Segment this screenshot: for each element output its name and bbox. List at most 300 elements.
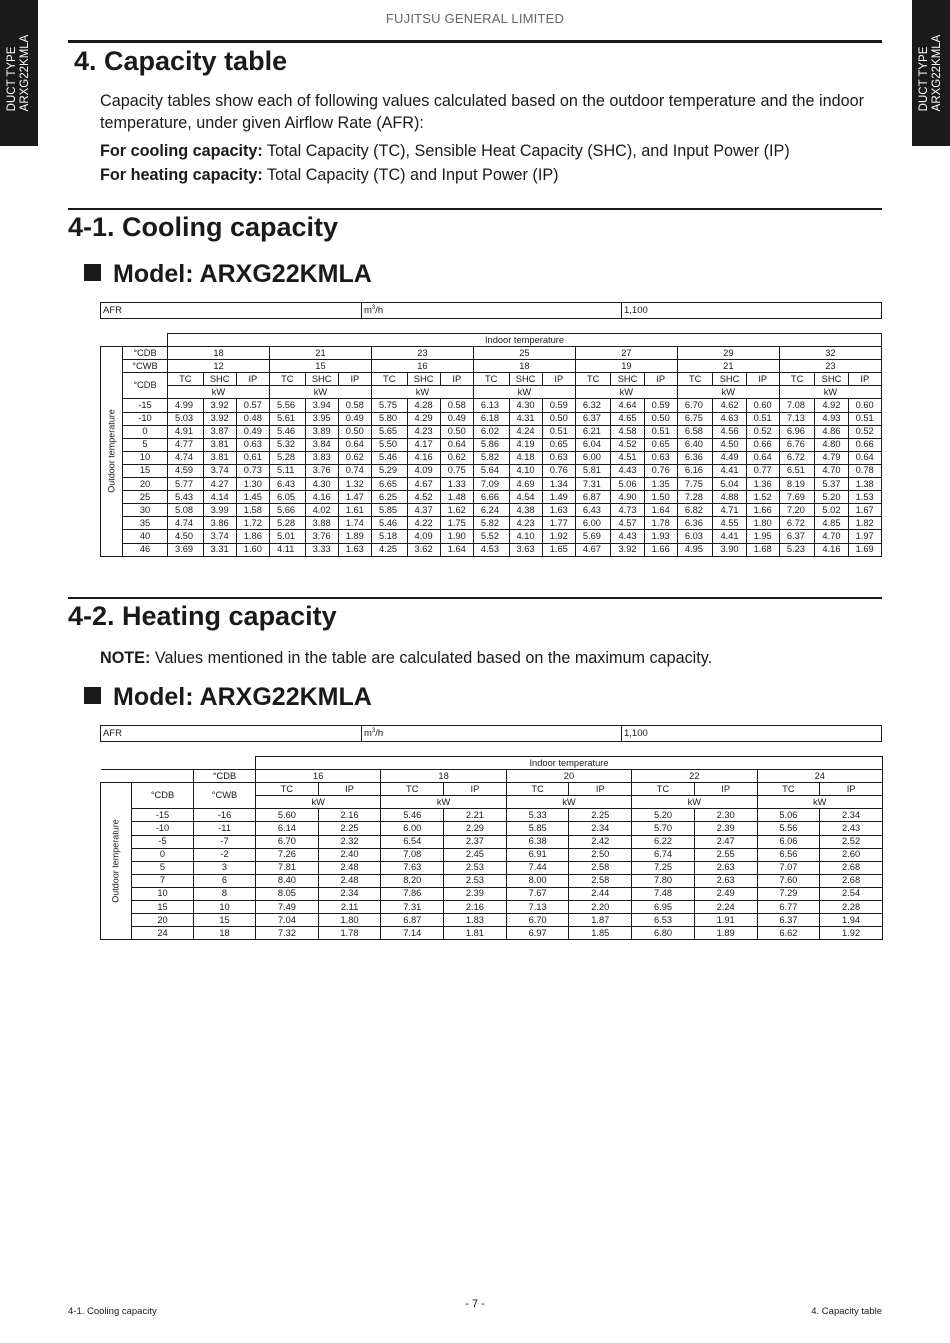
value-cell: 6.91 [506, 848, 569, 861]
col-header: IP [338, 373, 371, 386]
value-cell: 5.86 [473, 438, 509, 451]
value-cell: 7.69 [779, 491, 815, 504]
value-cell: 1.86 [236, 530, 269, 543]
value-cell: 2.25 [318, 822, 381, 835]
value-cell: 3.81 [203, 451, 236, 464]
outdoor-temp-value: -15 [123, 399, 168, 412]
value-cell: 7.86 [381, 887, 444, 900]
value-cell: 6.40 [677, 438, 713, 451]
value-cell: 5.23 [779, 543, 815, 556]
side-tab-line2: ARXG22KMLA [19, 34, 31, 112]
value-cell: 0.66 [746, 438, 779, 451]
cdb-value: 18 [168, 347, 270, 360]
page-number: - 7 - [465, 1298, 485, 1310]
value-cell: 4.85 [815, 517, 848, 530]
value-cell: 7.49 [256, 901, 319, 914]
unit-cell: kW [269, 386, 371, 399]
cooling-definition [100, 140, 790, 162]
value-cell: 0.48 [236, 412, 269, 425]
value-cell: 0.78 [848, 464, 881, 477]
value-cell: 5.20 [815, 491, 848, 504]
value-cell: 1.89 [694, 927, 757, 940]
cooling-capacity-table [100, 333, 882, 557]
value-cell: 4.16 [407, 451, 440, 464]
value-cell: 0.63 [644, 451, 677, 464]
footer-left: 4-1. Cooling capacity [68, 1306, 157, 1317]
table-row [101, 425, 882, 438]
value-cell: 2.29 [444, 822, 507, 835]
value-cell: 4.67 [575, 543, 611, 556]
heating-text: Total Capacity (TC) and Input Power (IP) [262, 166, 559, 184]
value-cell: 2.63 [694, 861, 757, 874]
cdb-value: 32 [779, 347, 881, 360]
value-cell: 1.36 [746, 478, 779, 491]
blank-cell [101, 770, 194, 783]
value-cell: 0.76 [542, 464, 575, 477]
value-cell: 1.91 [694, 914, 757, 927]
value-cell: 5.80 [371, 412, 407, 425]
heating-definition [100, 164, 559, 186]
col-header: IP [746, 373, 779, 386]
value-cell: 1.72 [236, 517, 269, 530]
outdoor-temp-value: 24 [132, 927, 194, 940]
side-tab-line2: ARXG22KMLA [931, 34, 943, 112]
value-cell: 3.87 [203, 425, 236, 438]
value-cell: 7.60 [757, 874, 820, 887]
value-cell: 5.32 [269, 438, 305, 451]
outdoor-temp-value: 8 [194, 887, 256, 900]
value-cell: 0.51 [542, 425, 575, 438]
value-cell: 2.49 [694, 887, 757, 900]
outdoor-temp-value: 0 [123, 425, 168, 438]
unit-cell: kW [381, 796, 506, 809]
heating-model-text: Model: ARXG22KMLA [113, 683, 372, 711]
table-row [101, 861, 883, 874]
value-cell: 5.03 [168, 412, 204, 425]
afr-unit: $m^3/h$ [361, 726, 383, 741]
value-cell: 0.60 [746, 399, 779, 412]
square-bullet-icon [84, 264, 101, 281]
cdb-value: 16 [256, 770, 381, 783]
col-header: IP [444, 783, 507, 796]
outdoor-temp-label [101, 347, 123, 557]
value-cell: 6.03 [677, 530, 713, 543]
col-header: SHC [815, 373, 848, 386]
cooling-text: Total Capacity (TC), Sensible Heat Capacity (SHC), and Input Power (IP) [262, 142, 790, 160]
outdoor-temp-value: 0 [132, 848, 194, 861]
value-cell: 6.24 [473, 504, 509, 517]
value-cell: 2.21 [444, 809, 507, 822]
cwb-value: 19 [575, 360, 677, 373]
value-cell: 6.22 [632, 835, 695, 848]
outdoor-temp-value: 15 [123, 464, 168, 477]
value-cell: 6.14 [256, 822, 319, 835]
value-cell: 6.05 [269, 491, 305, 504]
value-cell: 6.62 [757, 927, 820, 940]
table-row [101, 504, 882, 517]
outdoor-temp-value: 5 [132, 861, 194, 874]
value-cell: 6.00 [575, 517, 611, 530]
col-header: TC [168, 373, 204, 386]
value-cell: 3.76 [305, 530, 338, 543]
value-cell: 0.49 [236, 425, 269, 438]
header-row [101, 334, 882, 347]
outdoor-temp-value: 25 [123, 491, 168, 504]
indoor-temp-header: Indoor temperature [168, 334, 882, 347]
value-cell: 5.02 [815, 504, 848, 517]
value-cell: 5.56 [269, 399, 305, 412]
value-cell: 1.87 [569, 914, 632, 927]
col-header: TC [381, 783, 444, 796]
value-cell: 6.72 [779, 451, 815, 464]
value-cell: 6.95 [632, 901, 695, 914]
afr-label: AFR [103, 305, 122, 316]
cdb-label: °CDB [123, 347, 168, 360]
value-cell: 5.82 [473, 451, 509, 464]
value-cell: 5.06 [611, 478, 644, 491]
value-cell: 4.43 [611, 530, 644, 543]
value-cell: 4.58 [611, 425, 644, 438]
value-cell: 4.86 [815, 425, 848, 438]
value-cell: 6.37 [575, 412, 611, 425]
value-cell: 5.20 [632, 809, 695, 822]
value-cell: 0.60 [848, 399, 881, 412]
value-cell: 5.75 [371, 399, 407, 412]
value-cell: 3.90 [713, 543, 746, 556]
intro-paragraph: Capacity tables show each of following values calculated based on the outdoor temperature and the indoor temperature, under given Airflow Rate (AFR): [100, 92, 864, 132]
cooling-title: 4-1. Cooling capacity [68, 212, 339, 242]
value-cell: 4.22 [407, 517, 440, 530]
cdb-value: 20 [506, 770, 631, 783]
cdb-row [101, 347, 882, 360]
value-cell: 6.00 [381, 822, 444, 835]
col-header: TC [757, 783, 820, 796]
value-cell: 2.34 [569, 822, 632, 835]
value-cell: 2.28 [820, 901, 883, 914]
value-cell: 8.00 [506, 874, 569, 887]
value-cell: 1.78 [318, 927, 381, 940]
value-cell: 0.58 [338, 399, 371, 412]
value-cell: 6.87 [575, 491, 611, 504]
unit-cell: kW [575, 386, 677, 399]
value-cell: 2.40 [318, 848, 381, 861]
company-name: FUJITSU GENERAL LIMITED [385, 11, 565, 26]
value-cell: 4.92 [815, 399, 848, 412]
value-cell: 4.74 [168, 517, 204, 530]
value-cell: 1.62 [440, 504, 473, 517]
heating-title: 4-2. Heating capacity [68, 601, 337, 631]
value-cell: 4.24 [509, 425, 542, 438]
value-cell: 7.75 [677, 478, 713, 491]
value-cell: 8.40 [256, 874, 319, 887]
value-cell: 5.56 [757, 822, 820, 835]
top-rule [68, 40, 882, 43]
value-cell: 0.62 [338, 451, 371, 464]
value-cell: 8.19 [779, 478, 815, 491]
value-cell: 4.23 [407, 425, 440, 438]
blank-cell [101, 757, 256, 770]
value-cell: 2.16 [318, 809, 381, 822]
value-cell: 2.37 [444, 835, 507, 848]
cooling-label: For cooling capacity: [100, 142, 263, 160]
heating-note [100, 647, 712, 669]
value-cell: 6.54 [381, 835, 444, 848]
value-cell: 0.75 [440, 464, 473, 477]
value-cell: 1.90 [440, 530, 473, 543]
col-header: TC [269, 373, 305, 386]
value-cell: 5.66 [269, 504, 305, 517]
value-cell: 3.92 [611, 543, 644, 556]
heating-afr-row [100, 725, 882, 742]
col-header: IP [542, 373, 575, 386]
value-cell: 1.77 [542, 517, 575, 530]
table-row [101, 399, 882, 412]
value-cell: 1.50 [644, 491, 677, 504]
value-cell: 5.46 [371, 451, 407, 464]
value-cell: 1.49 [542, 491, 575, 504]
unit-cell: kW [677, 386, 779, 399]
value-cell: 2.44 [569, 887, 632, 900]
cooling-model [84, 260, 372, 289]
value-cell: 0.59 [542, 399, 575, 412]
value-cell: 4.69 [509, 478, 542, 491]
value-cell: 4.55 [713, 517, 746, 530]
cdb-value: 24 [757, 770, 882, 783]
cdb-value: 18 [381, 770, 506, 783]
value-cell: 4.09 [407, 530, 440, 543]
outdoor-temp-value: 10 [123, 451, 168, 464]
value-cell: 0.62 [440, 451, 473, 464]
value-cell: 2.53 [444, 861, 507, 874]
cooling-rule [68, 208, 882, 210]
value-cell: 4.49 [713, 451, 746, 464]
value-cell: 2.47 [694, 835, 757, 848]
value-cell: 2.48 [318, 861, 381, 874]
value-cell: 2.25 [569, 809, 632, 822]
side-tab-line1: DUCT TYPE [6, 46, 18, 112]
value-cell: 6.97 [506, 927, 569, 940]
table-row [101, 901, 883, 914]
value-cell: 5.18 [371, 530, 407, 543]
value-cell: 5.28 [269, 451, 305, 464]
value-cell: 6.02 [473, 425, 509, 438]
value-cell: 1.60 [236, 543, 269, 556]
value-cell: 4.16 [815, 543, 848, 556]
value-cell: 4.27 [203, 478, 236, 491]
value-cell: 7.08 [779, 399, 815, 412]
value-cell: 4.18 [509, 451, 542, 464]
col-header: TC [506, 783, 569, 796]
col-header: IP [236, 373, 269, 386]
value-cell: 8.05 [256, 887, 319, 900]
value-cell: 4.79 [815, 451, 848, 464]
table-row [101, 835, 883, 848]
value-cell: 0.52 [848, 425, 881, 438]
value-cell: 6.37 [757, 914, 820, 927]
value-cell: 4.64 [611, 399, 644, 412]
value-cell: 8.20 [381, 874, 444, 887]
table-row [101, 927, 883, 940]
value-cell: 4.09 [407, 464, 440, 477]
value-cell: 2.43 [820, 822, 883, 835]
table-row [101, 848, 883, 861]
value-cell: 7.07 [757, 861, 820, 874]
value-cell: 2.20 [569, 901, 632, 914]
value-cell: 6.76 [779, 438, 815, 451]
value-cell: 2.58 [569, 861, 632, 874]
cdb-value: 22 [632, 770, 757, 783]
table-row [101, 451, 882, 464]
value-cell: 4.37 [407, 504, 440, 517]
footer-right: 4. Capacity table [811, 1306, 882, 1317]
value-cell: 7.26 [256, 848, 319, 861]
value-cell: 6.87 [381, 914, 444, 927]
value-cell: 4.11 [269, 543, 305, 556]
value-cell: 6.25 [371, 491, 407, 504]
value-cell: 1.64 [644, 504, 677, 517]
value-cell: 1.45 [236, 491, 269, 504]
value-cell: 1.61 [338, 504, 371, 517]
value-cell: 4.53 [473, 543, 509, 556]
value-cell: 2.68 [820, 874, 883, 887]
value-cell: 6.18 [473, 412, 509, 425]
outdoor-temp-value: 46 [123, 543, 168, 556]
outdoor-temp-value: -16 [194, 809, 256, 822]
value-cell: 1.52 [746, 491, 779, 504]
value-cell: 6.36 [677, 517, 713, 530]
blank-cell [101, 334, 168, 347]
value-cell: 3.62 [407, 543, 440, 556]
col-header: SHC [509, 373, 542, 386]
value-cell: 0.66 [848, 438, 881, 451]
value-cell: 5.08 [168, 504, 204, 517]
outdoor-temp-value: -7 [194, 835, 256, 848]
unit-row [101, 386, 882, 399]
table-row [101, 491, 882, 504]
value-cell: 2.34 [318, 887, 381, 900]
value-cell: 6.43 [269, 478, 305, 491]
outdoor-temp-text: Outdoor temperature [110, 819, 121, 904]
value-cell: 6.43 [575, 504, 611, 517]
cdb-value: 29 [677, 347, 779, 360]
col-header-row [101, 373, 882, 386]
value-cell: 7.31 [381, 901, 444, 914]
value-cell: 4.29 [407, 412, 440, 425]
table-row [101, 412, 882, 425]
value-cell: 4.41 [713, 530, 746, 543]
value-cell: 0.51 [848, 412, 881, 425]
value-cell: 2.34 [820, 809, 883, 822]
value-cell: 3.95 [305, 412, 338, 425]
outdoor-temp-value: 18 [194, 927, 256, 940]
value-cell: 4.10 [509, 530, 542, 543]
value-cell: 5.64 [473, 464, 509, 477]
square-bullet-icon [84, 687, 101, 704]
value-cell: 0.73 [236, 464, 269, 477]
unit-cell: kW [168, 386, 270, 399]
value-cell: 4.10 [509, 464, 542, 477]
col-header: SHC [713, 373, 746, 386]
outdoor-temp-value: -5 [132, 835, 194, 848]
value-cell: 0.59 [644, 399, 677, 412]
value-cell: 4.52 [611, 438, 644, 451]
value-cell: 1.53 [848, 491, 881, 504]
value-cell: 1.85 [569, 927, 632, 940]
value-cell: 7.25 [632, 861, 695, 874]
value-cell: 4.88 [713, 491, 746, 504]
value-cell: 4.14 [203, 491, 236, 504]
outdoor-temp-value: 7 [132, 874, 194, 887]
indoor-temp-header: Indoor temperature [256, 757, 883, 770]
table-row [101, 464, 882, 477]
outdoor-temp-value: -10 [123, 412, 168, 425]
value-cell: 1.81 [444, 927, 507, 940]
value-cell: 1.80 [318, 914, 381, 927]
outdoor-temp-value: 20 [132, 914, 194, 927]
afr-unit: $m^3/h$ [361, 303, 383, 318]
value-cell: 1.80 [746, 517, 779, 530]
value-cell: 4.70 [815, 464, 848, 477]
col-header: IP [569, 783, 632, 796]
value-cell: 1.92 [820, 927, 883, 940]
col-header: TC [575, 373, 611, 386]
value-cell: 3.74 [203, 530, 236, 543]
note-label: NOTE: [100, 649, 151, 667]
value-cell: 7.28 [677, 491, 713, 504]
value-cell: 3.89 [305, 425, 338, 438]
value-cell: 0.65 [542, 438, 575, 451]
value-cell: 6.13 [473, 399, 509, 412]
table-row [101, 822, 883, 835]
value-cell: 7.08 [381, 848, 444, 861]
value-cell: 7.32 [256, 927, 319, 940]
value-cell: 6.53 [632, 914, 695, 927]
outdoor-temp-value: 40 [123, 530, 168, 543]
value-cell: 1.74 [338, 517, 371, 530]
value-cell: 7.29 [757, 887, 820, 900]
table-row [101, 809, 883, 822]
value-cell: 3.76 [305, 464, 338, 477]
col-header-row [101, 783, 883, 796]
cwb-value: 12 [168, 360, 270, 373]
heating-rule [68, 597, 882, 599]
value-cell: 0.50 [542, 412, 575, 425]
value-cell: 4.54 [509, 491, 542, 504]
value-cell: 1.47 [338, 491, 371, 504]
value-cell: 1.66 [644, 543, 677, 556]
value-cell: 6.00 [575, 451, 611, 464]
value-cell: 1.89 [338, 530, 371, 543]
value-cell: 7.14 [381, 927, 444, 940]
value-cell: 2.39 [694, 822, 757, 835]
value-cell: 2.39 [444, 887, 507, 900]
value-cell: 6.16 [677, 464, 713, 477]
col-header: TC [256, 783, 319, 796]
value-cell: 7.48 [632, 887, 695, 900]
cwb-value: 23 [779, 360, 881, 373]
value-cell: 5.65 [371, 425, 407, 438]
value-cell: 0.51 [644, 425, 677, 438]
table-row [101, 530, 882, 543]
header-row [101, 757, 883, 770]
value-cell: 1.83 [444, 914, 507, 927]
value-cell: 0.74 [338, 464, 371, 477]
value-cell: 4.41 [713, 464, 746, 477]
cdb-value: 27 [575, 347, 677, 360]
value-cell: 4.70 [815, 530, 848, 543]
value-cell: 1.34 [542, 478, 575, 491]
value-cell: 5.81 [575, 464, 611, 477]
